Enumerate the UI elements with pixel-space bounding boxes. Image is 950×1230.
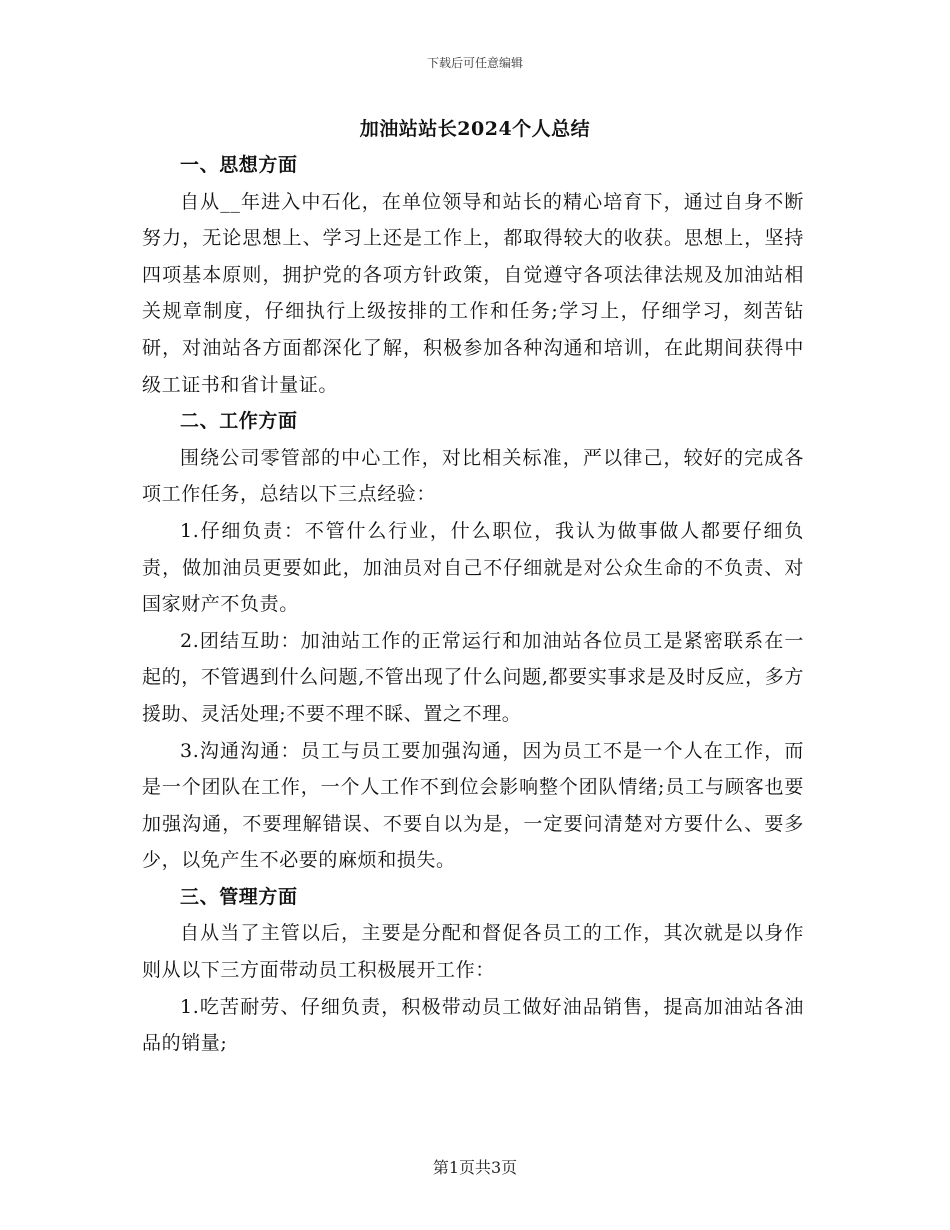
document-body (142, 147, 804, 1062)
section-heading-management: 三、管理方面 (180, 885, 298, 908)
paragraph: 3.沟通沟通：员工与员工要加强沟通，因为员工不是一个人在工作，而是一个团队在工作，一个人工作不到位会影响整个团队情绪;员工与顾客也要加强沟通，不要理解错误、不要自以为是，一定要问清楚对方要什么、要多少，以免产生不必要的麻烦和损失。 (142, 739, 804, 872)
section-heading-thought: 一、思想方面 (180, 154, 298, 176)
paragraph: 1.仔细负责：不管什么行业，什么职位，我认为做事做人都要仔细负责，做加油员更要如此，加油员对自己不仔细就是对公众生命的不负责、对国家财产不负责。 (142, 519, 804, 616)
section-heading-work: 二、工作方面 (180, 410, 298, 433)
paragraph: 1.吃苦耐劳、仔细负责，积极带动员工做好油品销售，提高加油站各油品的销量; (142, 995, 804, 1055)
page-footer: 第1页共3页 (432, 1158, 518, 1177)
header-note: 下载后可任意编辑 (426, 56, 523, 70)
paragraph: 自从当了主管以后，主要是分配和督促各员工的工作，其次就是以身作则从以下三方面带动员工积极展开工作： (142, 922, 804, 982)
document-title: 加油站站长2024个人总结 (359, 118, 591, 140)
paragraph: 2.团结互助：加油站工作的正常运行和加油站各位员工是紧密联系在一起的，不管遇到什么问题,不管出现了什么问题,都要实事求是及时反应，多方援助、灵活处理;不要不理不睬、置之不理。 (142, 629, 804, 725)
paragraph: 围绕公司零管部的中心工作，对比相关标准，严以律己，较好的完成各项工作任务，总结以下三点经验： (142, 446, 804, 506)
paragraph: 自从__年进入中石化，在单位领导和站长的精心培育下，通过自身不断努力，无论思想上、学习上还是工作上，都取得较大的收获。思想上，坚持四项基本原则，拥护党的各项方针政策，自觉遵守各项法律法规及加油站相关规章制度，仔细执行上级按排的工作和任务;学习上，仔细学习，刻苦钻研，对油站各方面都深化了解，积极参加各种沟通和培训，在此期间获得中级工证书和省计量证。 (142, 190, 804, 396)
